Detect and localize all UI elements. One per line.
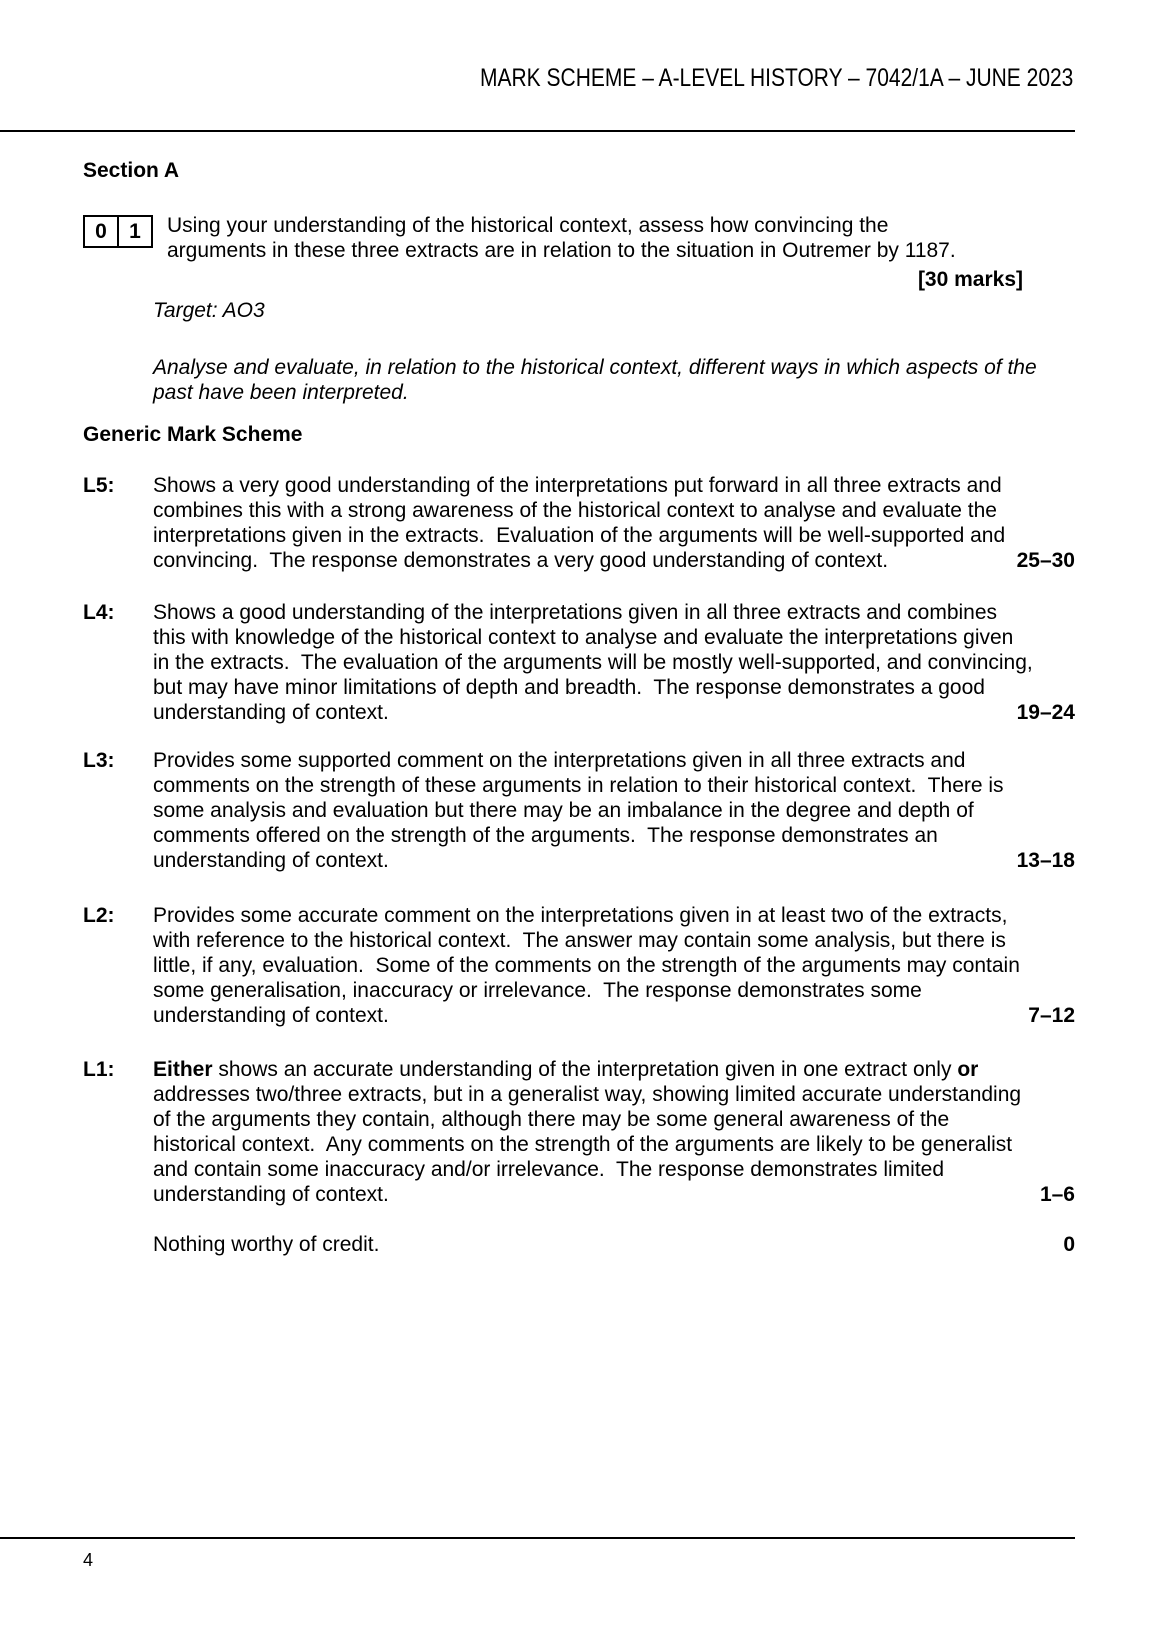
header-rule — [0, 130, 1075, 132]
level-description-bold: Either — [153, 1058, 213, 1081]
level-mark-range: 19–24 — [1016, 701, 1075, 724]
level-row-l4 — [83, 600, 1075, 725]
question-marks: [30 marks] — [917, 268, 1023, 291]
level-description: Shows a good understanding of the interpretations given in all three extracts and combines this with knowledge of the historical context to analyse and evaluate the interpretations given in the extracts. The evaluation of the arguments will be mostly well-supported, and convincing, but may have minor limitations of depth and breadth. The response demonstrates a good understanding of context. — [153, 601, 1039, 724]
level-description-part: addresses two/three extracts, but in a generalist way, showing limited accurate understanding of the arguments they contain, although there may be some general awareness of the historical context. Any comments on the strength of the arguments are likely to be generalist and contain some inaccuracy and/or irrelevance. The response demonstrates limited understanding of context. — [153, 1058, 1027, 1206]
level-description-bold: or — [957, 1058, 979, 1081]
level-row-l3 — [83, 748, 1075, 873]
level-label: L4: — [83, 601, 115, 624]
level-row-zero — [83, 1232, 1075, 1257]
generic-mark-scheme-heading: Generic Mark Scheme — [83, 423, 303, 446]
question-number-digit-2: 1 — [117, 217, 151, 246]
level-mark-range: 0 — [1063, 1233, 1075, 1256]
footer-rule — [0, 1537, 1075, 1539]
question-number-digit-1: 0 — [95, 220, 107, 243]
level-label: L2: — [83, 904, 115, 927]
section-heading: Section A — [83, 159, 180, 182]
page-number: 4 — [83, 1550, 94, 1570]
level-description — [153, 1057, 1033, 1207]
question-target: Target: AO3 — [153, 299, 265, 322]
level-description: Provides some accurate comment on the interpretations given in at least two of the extracts, with reference to the historical context. The answer may contain some analysis, but there is little, if any, evaluation. Some of the comments on the strength of the arguments may contain some generalisation, inaccuracy or irrelevance. The response demonstrates some understanding of context. — [153, 904, 1026, 1027]
level-mark-range: 25–30 — [1016, 549, 1075, 572]
level-mark-range: 1–6 — [1039, 1183, 1075, 1206]
level-description: Shows a very good understanding of the interpretations put forward in all three extracts and combines this with a strong awareness of the historical context to analyse and evaluate the interpretations given in the extracts. Evaluation of the arguments will be well-supported and convincing. The response demonstrates a very good understanding of context. — [153, 474, 1011, 572]
assessment-objective-descriptor: Analyse and evaluate, in relation to the historical context, different ways in which aspects of the past have been interpreted. — [153, 356, 1043, 404]
question-text: Using your understanding of the historical context, assess how convincing the arguments in these three extracts are in relation to the situation in Outremer by 1187. — [167, 214, 956, 262]
level-description: Nothing worthy of credit. — [153, 1233, 380, 1256]
level-row-l5 — [83, 473, 1075, 573]
question-number-box — [83, 215, 153, 248]
page-header-title: MARK SCHEME – A-LEVEL HISTORY – 7042/1A – JUNE 2023 — [479, 64, 1073, 92]
level-description: Provides some supported comment on the interpretations given in all three extracts and comments on the strength of these arguments in relation to their historical context. There is some analysis and evaluation but there may be an imbalance in the degree and depth of comments offered on the strength of the arguments. The response demonstrates an understanding of context. — [153, 749, 1010, 872]
level-mark-range: 7–12 — [1028, 1004, 1075, 1027]
level-row-l2 — [83, 903, 1075, 1028]
level-label: L5: — [83, 474, 115, 497]
level-description-part: shows an accurate understanding of the interpretation given in one extract only — [212, 1058, 958, 1081]
level-label: L3: — [83, 749, 115, 772]
level-label: L1: — [83, 1058, 115, 1081]
level-mark-range: 13–18 — [1016, 849, 1075, 872]
level-row-l1 — [83, 1057, 1075, 1207]
